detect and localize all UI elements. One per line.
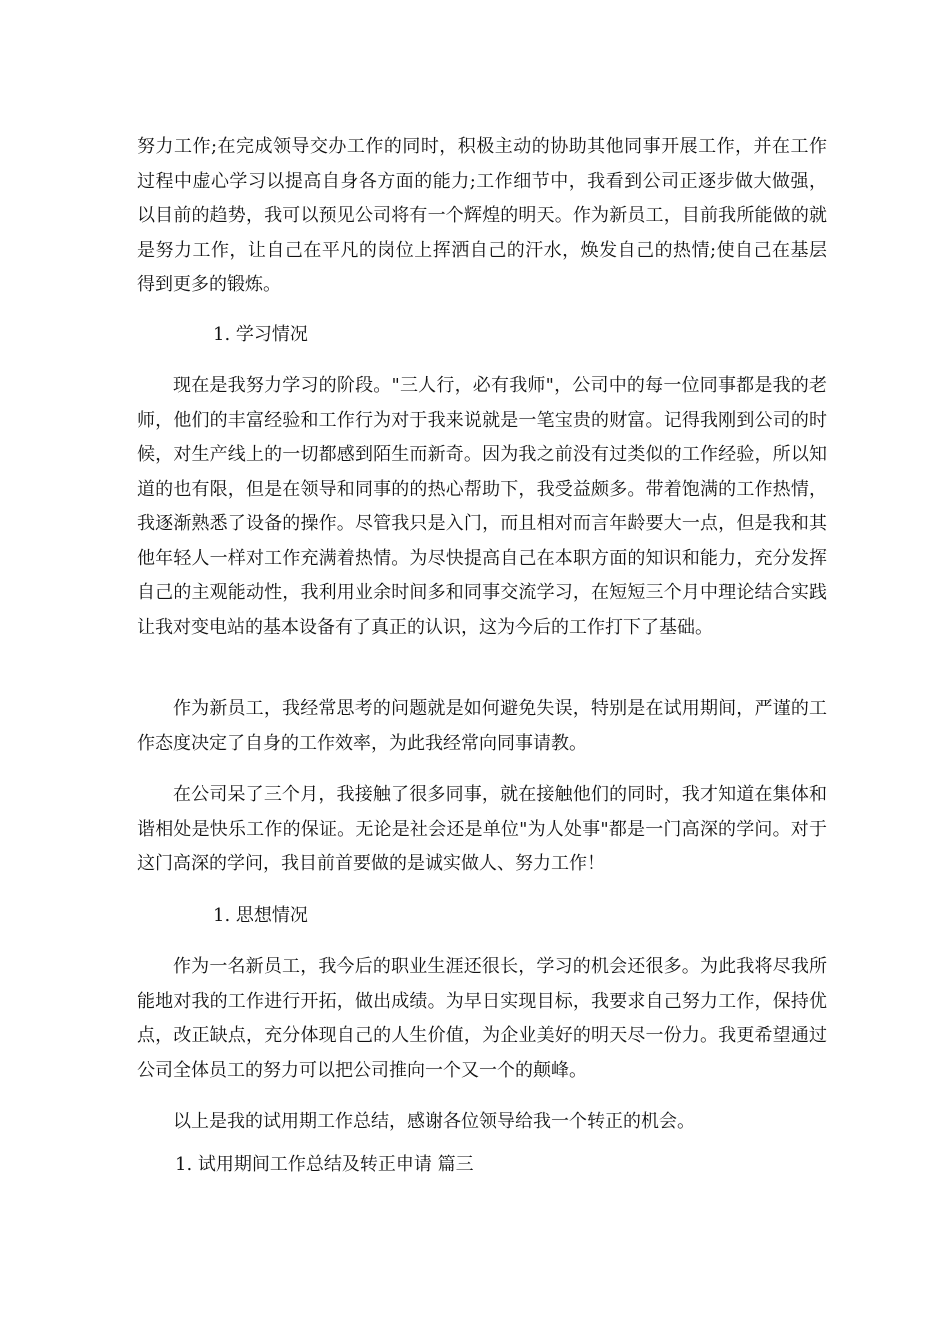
section-heading-study: 1. 学习情况 (213, 324, 308, 345)
paragraph-thought: 作为一名新员工，我今后的职业生涯还很长，学习的机会还很多。为此我将尽我所能地对我的工作进行开拓，做出成绩。为早日实现目标，我要求自己努力工作，保持优点，改正缺点，充分体现自己的人生价值，为企业美好的明天尽一份力。我更希望通过公司全体员工的努力可以把公司推向一个又一个的颠峰。 (137, 956, 827, 1081)
paragraph-closing: 以上是我的试用期工作总结，感谢各位领导给我一个转正的机会。 (173, 1111, 695, 1132)
paragraph-avoid-mistakes: 作为新员工，我经常思考的问题就是如何避免失误，特别是在试用期间，严谨的工作态度决定了自身的工作效率，为此我经常向同事请教。 (137, 698, 827, 754)
section-heading-part-three: 1. 试用期间工作总结及转正申请 篇三 (175, 1154, 474, 1175)
paragraph-intro-continued: 努力工作;在完成领导交办工作的同时，积极主动的协助其他同事开展工作，并在工作过程中虚心学习以提高自身各方面的能力;工作细节中，我看到公司正逐步做大做强，以目前的趋势，我可以预见公司将有一个辉煌的明天。作为新员工，目前我所能做的就是努力工作，让自己在平凡的岗位上挥洒自己的汗水，焕发自己的热情;使自己在基层得到更多的锻炼。 (137, 136, 827, 295)
section-heading-thought: 1. 思想情况 (213, 905, 308, 926)
paragraph-study: 现在是我努力学习的阶段。"三人行，必有我师"，公司中的每一位同事都是我的老师，他们的丰富经验和工作行为对于我来说就是一笔宝贵的财富。记得我刚到公司的时候，对生产线上的一切都感到陌生而新奇。因为我之前没有过类似的工作经验，所以知道的也有限，但是在领导和同事的的热心帮助下，我受益颇多。带着饱满的工作热情，我逐渐熟悉了设备的操作。尽管我只是入门，而且相对而言年龄要大一点，但是我和其他年轻人一样对工作充满着热情。为尽快提高自己在本职方面的知识和能力，充分发挥自己的主观能动性，我利用业余时间多和同事交流学习，在短短三个月中理论结合实践让我对变电站的基本设备有了真正的认识，这为今后的工作打下了基础。 (137, 375, 827, 638)
paragraph-colleagues: 在公司呆了三个月，我接触了很多同事，就在接触他们的同时，我才知道在集体和谐相处是快乐工作的保证。无论是社会还是单位"为人处事"都是一门高深的学问。对于这门高深的学问，我目前首要做的是诚实做人、努力工作！ (137, 784, 827, 874)
